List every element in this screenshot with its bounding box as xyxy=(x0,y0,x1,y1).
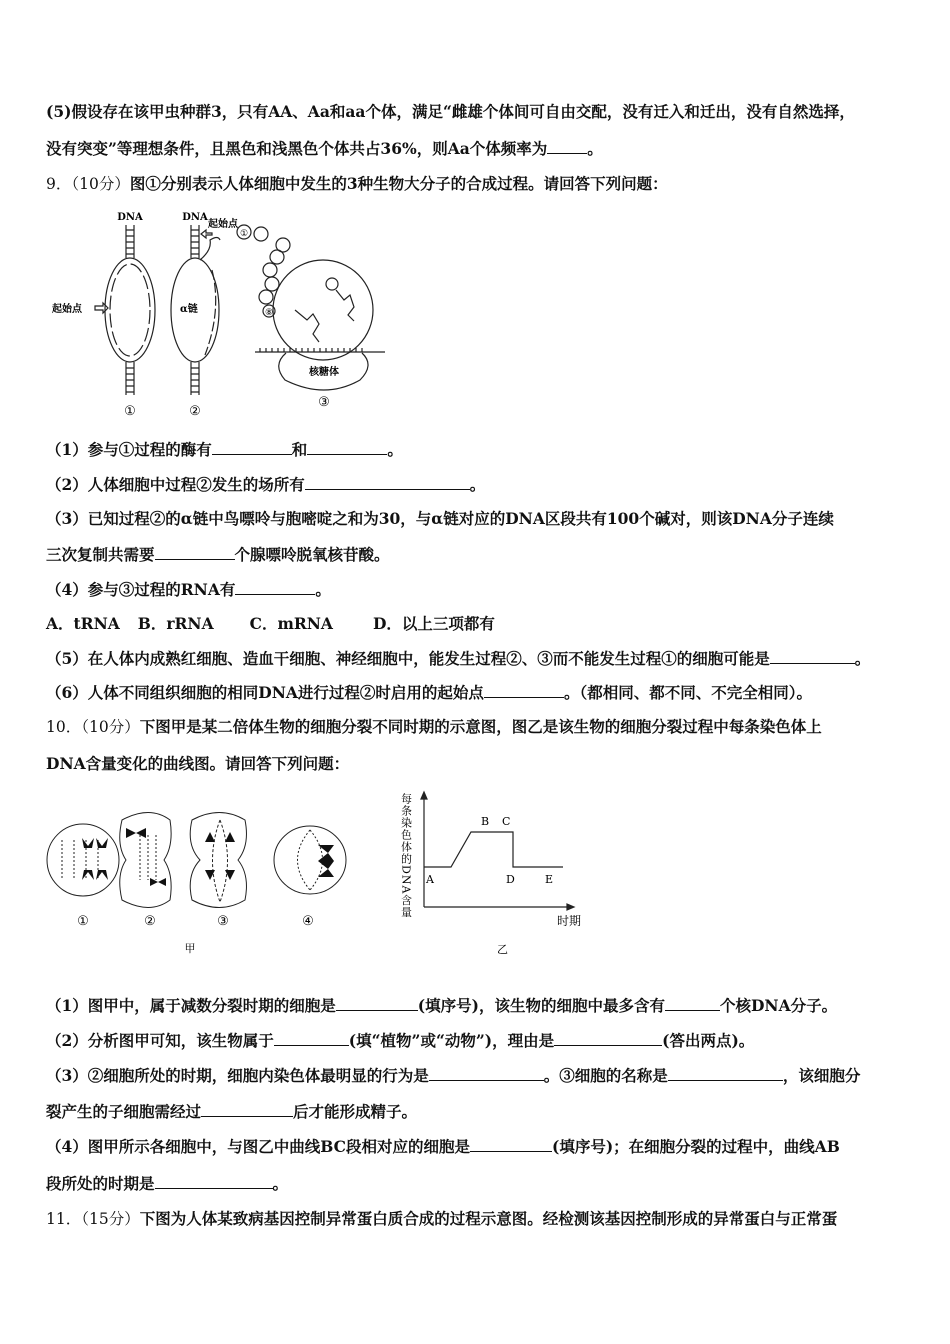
answer-blank[interactable] xyxy=(554,1031,662,1046)
answer-blank[interactable] xyxy=(307,440,387,455)
answer-blank[interactable] xyxy=(336,996,418,1011)
answer-blank[interactable] xyxy=(155,545,235,560)
q9-p3-line2 xyxy=(46,545,390,565)
figure-label-1: ① xyxy=(124,404,136,419)
answer-blank[interactable] xyxy=(201,1102,293,1117)
option-a[interactable]: A．tRNA xyxy=(46,614,120,633)
x-axis-label: 时期 xyxy=(557,914,582,928)
q10-stem-line2: DNA含量变化的曲线图。请回答下列问题： xyxy=(46,754,350,773)
dna-label-1: DNA xyxy=(117,212,143,223)
question-number: 11．（15分） xyxy=(46,1210,140,1228)
text: 。 xyxy=(315,580,331,599)
cell-label-4: ④ xyxy=(302,914,314,929)
option-d[interactable]: D．以上三项都有 xyxy=(372,614,495,633)
answer-blank[interactable] xyxy=(155,1174,273,1189)
q9-p1 xyxy=(46,440,403,460)
figure-caption-jia: 甲 xyxy=(184,942,196,955)
text: 个核DNA分子。 xyxy=(719,996,838,1015)
q10-p4-line2 xyxy=(46,1174,288,1194)
question-stem: 下图为人体某致病基因控制异常蛋白质合成的过程示意图。经检测该基因控制形成的异常蛋白与正常蛋 xyxy=(139,1209,838,1228)
text: （3）②细胞所处的时期，细胞内染色体最明显的行为是 xyxy=(46,1066,429,1085)
answer-blank[interactable] xyxy=(665,996,720,1011)
question-stem: 图①分别表示人体细胞中发生的3种生物大分子的合成过程。请回答下列问题： xyxy=(129,174,668,193)
dna-label-2: DNA xyxy=(182,212,208,223)
alpha-chain-label: α链 xyxy=(180,304,198,315)
text: 段所处的时期是 xyxy=(46,1174,155,1193)
q10-p3-line2 xyxy=(46,1102,417,1122)
origin-label-right: 起始点 xyxy=(208,219,238,230)
text: 。 xyxy=(387,440,403,459)
point-label-b: B xyxy=(481,815,490,828)
dna-curve xyxy=(424,832,563,867)
text: （4）参与③过程的RNA有 xyxy=(46,580,236,599)
cell-label-3: ③ xyxy=(217,914,229,929)
q9-stem xyxy=(46,174,668,194)
text: (填序号)；在细胞分裂的过程中，曲线AB xyxy=(552,1137,840,1156)
ribosome-label: 核糖体 xyxy=(309,367,339,378)
text: (填序号)，该生物的细胞中最多含有 xyxy=(417,996,665,1015)
q10-p1 xyxy=(46,996,837,1016)
figure-label-3: ③ xyxy=(318,395,330,410)
figure-caption-yi: 乙 xyxy=(497,943,508,956)
text: 和 xyxy=(291,440,308,459)
text: （4）图甲所示各细胞中，与图乙中曲线BC段相对应的细胞是 xyxy=(46,1137,471,1156)
point-label-e: E xyxy=(545,873,554,886)
text: 个腺嘌呤脱氧核苷酸。 xyxy=(234,545,390,564)
origin-label-left: 起始点 xyxy=(52,304,82,315)
text: 。（都相同、都不同、不完全相同）。 xyxy=(563,683,812,702)
option-c[interactable]: C．mRNA xyxy=(249,614,333,633)
answer-blank[interactable] xyxy=(429,1066,544,1081)
text: 三次复制共需要 xyxy=(46,545,155,564)
point-label-d: D xyxy=(506,873,515,886)
text: （5）在人体内成熟红细胞、造血干细胞、神经细胞中，能发生过程②、③而不能发生过程①的细胞可能是 xyxy=(46,649,770,668)
text: ，该细胞分 xyxy=(782,1066,861,1085)
y-axis-label: 每条染色体的DNA含量 xyxy=(399,793,413,919)
q10-stem-line1 xyxy=(46,717,822,737)
answer-blank[interactable] xyxy=(235,580,315,595)
point-label-c: C xyxy=(502,815,511,828)
q8-5-line2 xyxy=(46,139,603,159)
q11-stem xyxy=(46,1209,837,1229)
cell-label-2: ② xyxy=(144,914,156,929)
q10-p2 xyxy=(46,1031,754,1051)
text: 。 xyxy=(469,475,486,494)
answer-blank[interactable] xyxy=(484,683,564,698)
answer-blank[interactable] xyxy=(668,1066,783,1081)
cell-label-1: ① xyxy=(77,914,89,929)
q8-5-line1: (5)假设存在该甲虫种群3，只有AA、Aa和aa个体，满足“雌雄个体间可自由交配，没有迁入和迁出，没有自然选择， xyxy=(46,102,855,121)
figure-label-2: ② xyxy=(189,404,201,419)
q9-p3-line1: （3）已知过程②的α链中鸟嘌呤与胞嘧啶之和为30，与α链对应的DNA区段共有100个碱对，则该DNA分子连续 xyxy=(46,509,834,528)
answer-blank[interactable] xyxy=(547,139,587,154)
q10-p3-line1 xyxy=(46,1066,860,1086)
text: （2）人体细胞中过程②发生的场所有 xyxy=(46,475,305,494)
q10-figure-jia xyxy=(40,780,360,964)
question-number: 9．（10分） xyxy=(46,175,130,193)
text: (答出两点)。 xyxy=(662,1031,755,1050)
text: 没有突变”等理想条件，且黑色和浅黑色个体共占36%，则Aa个体频率为 xyxy=(46,139,548,158)
text: 裂产生的子细胞需经过 xyxy=(46,1102,202,1121)
q10-figure-yi xyxy=(395,785,595,964)
text: 。 xyxy=(272,1174,289,1193)
text: （1）图甲中，属于减数分裂时期的细胞是 xyxy=(46,996,336,1015)
q9-figure xyxy=(40,200,440,424)
q9-p5 xyxy=(46,649,870,669)
text: 。 xyxy=(587,139,603,158)
circle-label-8: ⑧ xyxy=(264,308,274,318)
q10-p4-line1 xyxy=(46,1137,840,1157)
q9-p2 xyxy=(46,475,485,495)
text: （2）分析图甲可知，该生物属于 xyxy=(46,1031,274,1050)
question-stem: 下图甲是某二倍体生物的细胞分裂不同时期的示意图，图乙是该生物的细胞分裂过程中每条染色体上 xyxy=(139,717,822,736)
text: 。 xyxy=(854,649,871,668)
point-label-a: A xyxy=(426,873,434,886)
option-b[interactable]: B．rRNA xyxy=(137,614,214,633)
answer-blank[interactable] xyxy=(274,1031,349,1046)
text: （6）人体不同组织细胞的相同DNA进行过程②时启用的起始点 xyxy=(46,683,484,702)
answer-blank[interactable] xyxy=(770,649,855,664)
q9-options xyxy=(46,614,495,634)
text: 后才能形成精子。 xyxy=(293,1102,418,1121)
circle-label-1: ① xyxy=(239,229,249,239)
q9-p4 xyxy=(46,580,331,600)
text: （1）参与①过程的酶有 xyxy=(46,440,212,459)
answer-blank[interactable] xyxy=(212,440,292,455)
question-number: 10．（10分） xyxy=(46,718,140,736)
q9-p6 xyxy=(46,683,812,703)
text: (填“植物”或“动物”)，理由是 xyxy=(348,1031,555,1050)
answer-blank[interactable] xyxy=(470,1137,552,1152)
text: 。③细胞的名称是 xyxy=(543,1066,668,1085)
answer-blank[interactable] xyxy=(305,475,470,490)
